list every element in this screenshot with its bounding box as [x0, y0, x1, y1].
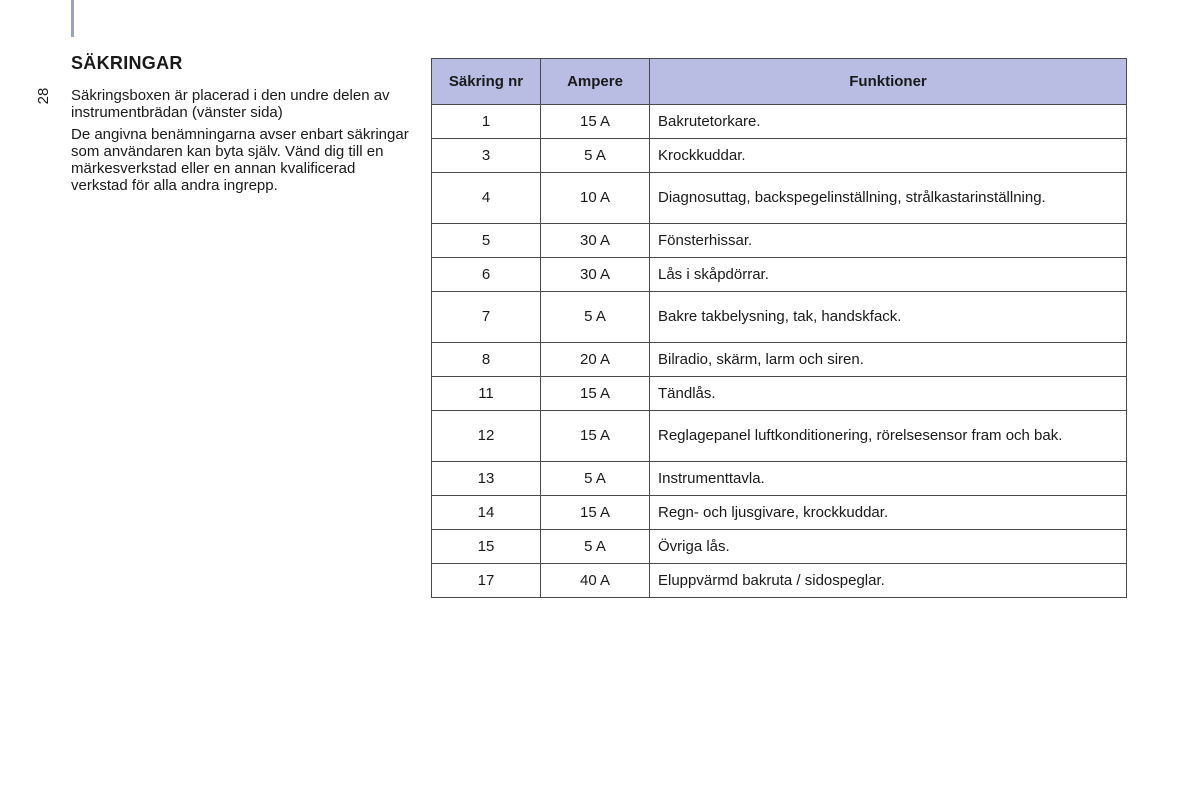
fuse-ampere: 15 A	[541, 377, 650, 411]
table-row	[432, 258, 1127, 292]
page-number: 28	[35, 87, 52, 105]
fuse-function: Eluppvärmd bakruta / sidospeglar.	[650, 564, 1127, 598]
table-row	[432, 377, 1127, 411]
table-row	[432, 564, 1127, 598]
section-body	[71, 87, 416, 199]
header-ampere: Ampere	[541, 59, 650, 105]
fuse-function: Reglagepanel luftkonditionering, rörelsesensor fram och bak.	[650, 411, 1127, 462]
fuse-function: Regn- och ljusgivare, krockkuddar.	[650, 496, 1127, 530]
fuse-function: Fönsterhissar.	[650, 224, 1127, 258]
fuse-number: 17	[432, 564, 541, 598]
fuse-function: Bakre takbelysning, tak, handskfack.	[650, 292, 1127, 343]
paragraph-location: Säkringsboxen är placerad i den undre delen av instrumentbrädan (vänster sida)	[71, 87, 390, 121]
section-title: SÄKRINGAR	[71, 53, 183, 73]
fuse-number: 3	[432, 139, 541, 173]
paragraph-note: De angivna benämningarna avser enbart säkringar som användaren kan byta själv. Vänd dig till en märkesverkstad eller en annan kvalificerad verkstad för alla andra ingrepp.	[71, 126, 409, 194]
table-header-row	[432, 59, 1127, 105]
header-fuse-number-label: Säkring nr	[448, 73, 524, 90]
fuse-function: Tändlås.	[650, 377, 1127, 411]
fuse-ampere: 15 A	[541, 411, 650, 462]
fuse-number: 11	[432, 377, 541, 411]
table-row	[432, 173, 1127, 224]
fuse-number: 4	[432, 173, 541, 224]
table-row	[432, 292, 1127, 343]
fuse-number: 14	[432, 496, 541, 530]
fuse-function: Bakrutetorkare.	[650, 105, 1127, 139]
table-row	[432, 139, 1127, 173]
fuse-function: Diagnosuttag, backspegelinställning, strålkastarinställning.	[650, 173, 1127, 224]
fuse-function: Bilradio, skärm, larm och siren.	[650, 343, 1127, 377]
fuse-table	[431, 58, 1127, 598]
header-functions: Funktioner	[650, 59, 1127, 105]
fuse-function: Krockkuddar.	[650, 139, 1127, 173]
fuse-ampere: 15 A	[541, 105, 650, 139]
table-row	[432, 496, 1127, 530]
fuse-number: 7	[432, 292, 541, 343]
fuse-number: 5	[432, 224, 541, 258]
fuse-number: 15	[432, 530, 541, 564]
fuse-number: 12	[432, 411, 541, 462]
fuse-ampere: 20 A	[541, 343, 650, 377]
fuse-ampere: 40 A	[541, 564, 650, 598]
fuse-function: Instrumenttavla.	[650, 462, 1127, 496]
table-row	[432, 343, 1127, 377]
fuse-number: 8	[432, 343, 541, 377]
fuse-ampere: 30 A	[541, 258, 650, 292]
table-row	[432, 530, 1127, 564]
fuse-ampere: 5 A	[541, 292, 650, 343]
fuse-ampere: 5 A	[541, 530, 650, 564]
table-row	[432, 224, 1127, 258]
fuse-ampere: 30 A	[541, 224, 650, 258]
fuse-number: 1	[432, 105, 541, 139]
fuse-number: 6	[432, 258, 541, 292]
table-row	[432, 105, 1127, 139]
fuse-ampere: 10 A	[541, 173, 650, 224]
fuse-ampere: 5 A	[541, 462, 650, 496]
fuse-ampere: 15 A	[541, 496, 650, 530]
margin-bar	[71, 0, 74, 37]
header-fuse-number	[432, 59, 541, 105]
fuse-function: Lås i skåpdörrar.	[650, 258, 1127, 292]
fuse-number: 13	[432, 462, 541, 496]
table-row	[432, 462, 1127, 496]
fuse-ampere: 5 A	[541, 139, 650, 173]
table-row	[432, 411, 1127, 462]
fuse-function: Övriga lås.	[650, 530, 1127, 564]
